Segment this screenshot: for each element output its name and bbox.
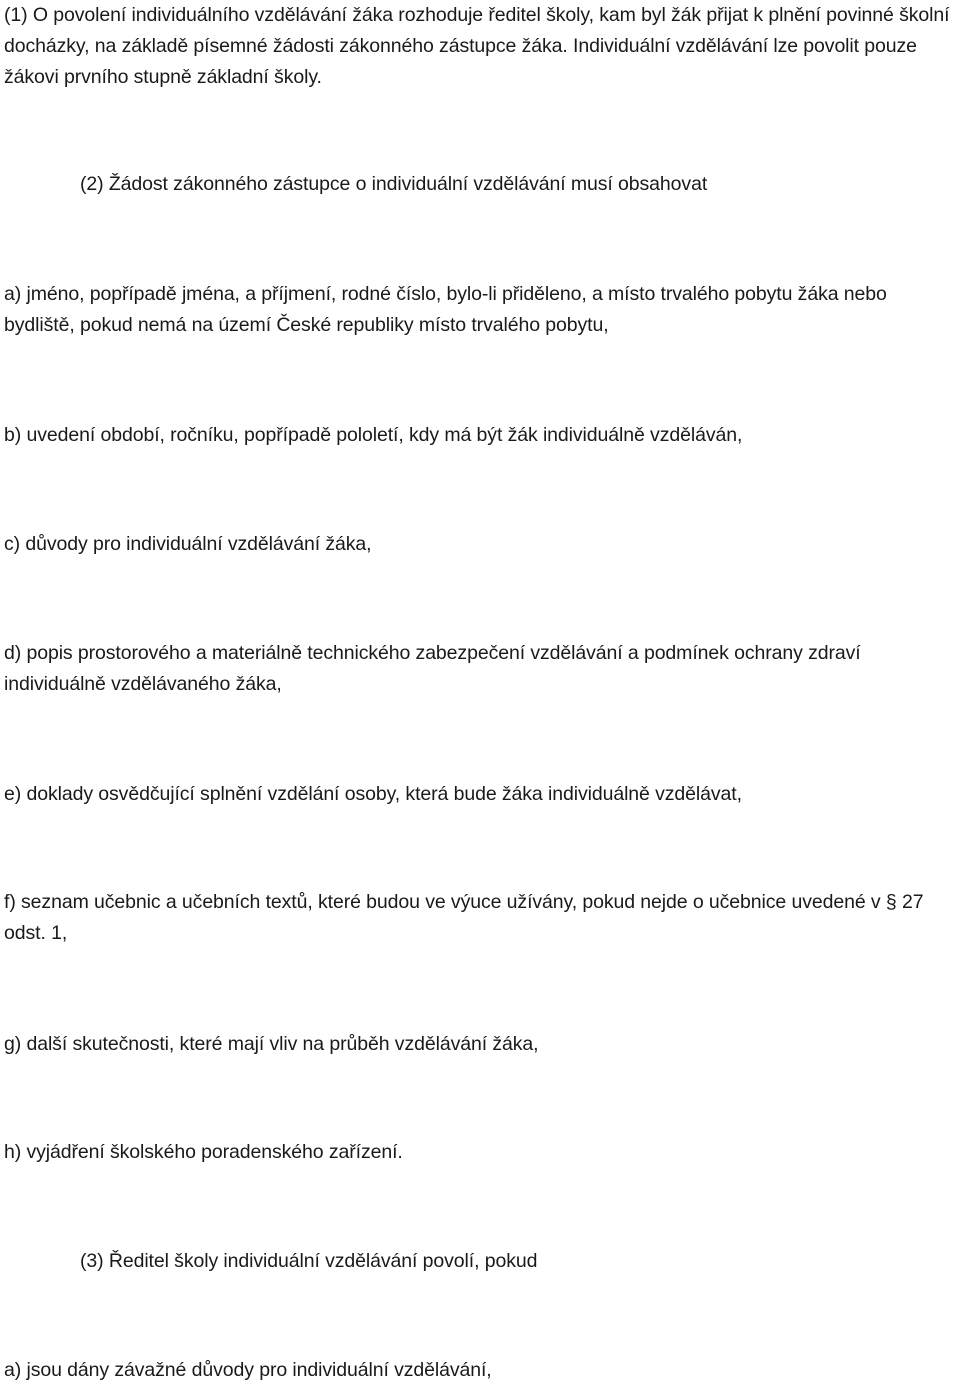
- list-item-b: b) uvedení období, ročníku, popřípadě pololetí, kdy má být žák individuálně vzděláván,: [4, 424, 743, 446]
- list-item-f: f) seznam učebnic a učebních textů, které budou ve výuce užívány, pokud nejde o učebnice uvedené v § 27 odst. 1,: [4, 891, 924, 944]
- paragraph-3-intro: (3) Ředitel školy individuální vzdělávání povolí, pokud: [80, 1250, 538, 1272]
- list-item-h: h) vyjádření školského poradenského zařízení.: [4, 1141, 403, 1163]
- list-item-3a: a) jsou dány závažné důvody pro individuální vzdělávání,: [4, 1359, 492, 1381]
- list-item-c: c) důvody pro individuální vzdělávání žáka,: [4, 533, 372, 555]
- list-item-d: d) popis prostorového a materiálně technického zabezpečení vzdělávání a podmínek ochrany zdraví individuálně vzdělávaného žáka,: [4, 642, 861, 695]
- paragraph-2-intro: (2) Žádost zákonného zástupce o individuální vzdělávání musí obsahovat: [80, 173, 708, 195]
- list-item-g: g) další skutečnosti, které mají vliv na průběh vzdělávání žáka,: [4, 1033, 539, 1055]
- paragraph-1: (1) O povolení individuálního vzdělávání žáka rozhoduje ředitel školy, kam byl žák přijat k plnění povinné školní docházky, na základě písemné žádosti zákonného zástupce žáka. Individuální vzdělávání lze povolit pouze žákovi prvního stupně základní školy.: [4, 4, 950, 88]
- list-item-e: e) doklady osvědčující splnění vzdělání osoby, která bude žáka individuálně vzdělávat,: [4, 783, 742, 805]
- list-item-a: a) jméno, popřípadě jména, a příjmení, rodné číslo, bylo-li přiděleno, a místo trvalého pobytu žáka nebo bydliště, pokud nemá na území České republiky místo trvalého pobytu,: [4, 283, 887, 336]
